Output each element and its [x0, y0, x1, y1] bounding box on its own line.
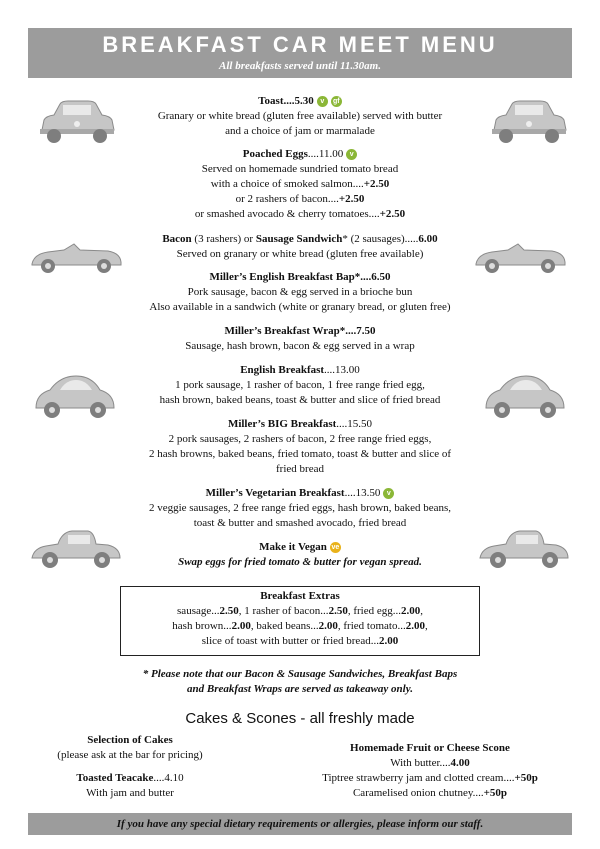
option-price: +2.50 [363, 178, 390, 190]
option-price: +2.50 [338, 193, 365, 205]
item-name: Miller’s English Breakfast Bap* [209, 271, 361, 283]
classic-coupe-illustration [28, 524, 124, 570]
note-line: * Please note that our Bacon & Sausage Sandwiches, Breakfast Baps [142, 668, 458, 680]
item-name: Bacon [162, 233, 192, 245]
item-description: Pork sausage, bacon & egg served in a brioche bun [187, 286, 413, 298]
vegetarian-badge-icon: v [383, 488, 394, 499]
item-description: Sausage, hash brown, bacon & egg served in a wrap [185, 340, 415, 352]
item-name-part: * (2 sausages)..... [342, 233, 419, 245]
menu-item-make-it-vegan [120, 540, 480, 570]
note-line: and Breakfast Wraps are served as takeaway only. [187, 683, 413, 695]
menu-item-toast [120, 94, 480, 139]
item-description: Swap eggs for fried tomato & butter for vegan spread. [178, 556, 422, 568]
scone-option: Caramelised onion chutney.... [352, 787, 484, 799]
extras-item: , 1 rasher of bacon... [238, 605, 329, 617]
scone-price: +50p [514, 772, 538, 784]
extras-price: 2.50 [328, 605, 348, 617]
beetle-car-illustration [30, 370, 120, 422]
item-description: hash brown, baked beans, toast & butter and slice of fried bread [159, 394, 441, 406]
item-description: Granary or white bread (gluten free available) served with butter [157, 110, 443, 122]
vintage-sedan-illustration [488, 96, 570, 146]
option-price: +2.50 [379, 208, 406, 220]
gluten-free-badge-icon: gf [331, 96, 342, 107]
extras-item: , baked beans... [250, 620, 319, 632]
extras-price: 2.00 [318, 620, 338, 632]
item-description: 1 pork sausage, 1 rasher of bacon, 1 free range fried egg, [175, 379, 425, 391]
extras-item: , fried tomato... [337, 620, 406, 632]
item-name: Make it Vegan [259, 541, 327, 553]
extras-price: 2.50 [219, 605, 239, 617]
item-name: Miller’s Breakfast Wrap* [224, 325, 346, 337]
extras-price: 2.00 [231, 620, 251, 632]
item-description: Served on homemade sundried tomato bread [201, 163, 399, 175]
extras-item: slice of toast with butter or fried bread... [201, 635, 379, 647]
extras-item: , fried egg... [347, 605, 401, 617]
item-name: Poached Eggs [242, 148, 308, 160]
vegan-badge-icon: ve [331, 543, 340, 551]
breakfast-extras-box [120, 586, 480, 656]
item-price: ....6.50 [360, 271, 391, 283]
menu-item-english-breakfast [120, 363, 480, 408]
item-description: Served on granary or white bread (gluten free available) [176, 248, 424, 260]
item-price: ....11.00 [307, 148, 344, 160]
item-price: 6.00 [418, 233, 438, 245]
scone-option: With butter.... [390, 757, 451, 769]
item-name: Toast [258, 95, 284, 107]
menu-header [28, 28, 572, 78]
scone-option: Tiptree strawberry jam and clotted cream.... [322, 772, 515, 784]
item-name: Miller’s BIG Breakfast [227, 418, 337, 430]
vintage-sedan-illustration [36, 96, 118, 146]
extras-line [121, 604, 479, 619]
item-description: Also available in a sandwich (white or granary bread, or gluten free) [149, 301, 451, 313]
item-description: 2 veggie sausages, 2 free range fried eggs, hash brown, baked beans, [148, 502, 452, 514]
teacake-price: ....4.10 [153, 772, 184, 784]
extras-price: 2.00 [378, 635, 399, 647]
menu-title: BREAKFAST CAR MEET MENU [102, 32, 498, 57]
item-description: 2 hash browns, baked beans, fried tomato, toast & butter and slice of [148, 448, 452, 460]
menu-item-bap [100, 270, 500, 315]
scone-price: +50p [483, 787, 508, 799]
cakes-left-column [40, 733, 220, 801]
item-description: 2 pork sausages, 2 rashers of bacon, 2 free range fried eggs, [168, 433, 432, 445]
dietary-footer: If you have any special dietary requirements or allergies, please inform our staff. [28, 813, 572, 835]
menu-item-poached-eggs [120, 147, 480, 222]
scones-right-column [300, 741, 560, 801]
cakes-selection-title: Selection of Cakes [87, 734, 173, 746]
item-option: or 2 rashers of bacon.... [235, 193, 339, 205]
takeaway-note [110, 667, 490, 697]
cakes-selection-note: (please ask at the bar for pricing) [57, 749, 203, 761]
item-price: ....15.50 [336, 418, 373, 430]
item-description: fried bread [276, 463, 324, 475]
extras-price: 2.00 [400, 605, 421, 617]
classic-coupe-illustration [476, 524, 572, 570]
item-name-part: (3 rashers) or [191, 233, 256, 245]
scone-price: 4.00 [450, 757, 470, 769]
extras-item: hash brown... [172, 620, 232, 632]
extras-line [121, 619, 479, 634]
menu-subtitle: All breakfasts served until 11.30am. [219, 60, 381, 72]
item-name: Miller’s Vegetarian Breakfast [205, 487, 345, 499]
menu-item-wrap [120, 324, 480, 354]
scone-title: Homemade Fruit or Cheese Scone [350, 742, 510, 754]
item-name: English Breakfast [240, 364, 325, 376]
item-price: ....13.50 [344, 487, 381, 499]
item-description: and a choice of jam or marmalade [225, 125, 375, 137]
extras-item: sausage... [177, 605, 220, 617]
item-name: Sausage Sandwich [255, 233, 343, 245]
item-description: toast & butter and smashed avocado, fried bread [193, 517, 407, 529]
item-price: ....13.00 [324, 364, 360, 376]
item-option: with a choice of smoked salmon.... [210, 178, 364, 190]
item-price: ....7.50 [345, 325, 376, 337]
teacake-name: Toasted Teacake [76, 772, 154, 784]
extras-title: Breakfast Extras [260, 590, 340, 602]
item-option: or smashed avocado & cherry tomatoes.... [194, 208, 380, 220]
cakes-section-title: Cakes & Scones - all freshly made [185, 710, 415, 727]
extras-separator: , [420, 605, 423, 617]
beetle-car-illustration [480, 370, 570, 422]
extras-line [121, 634, 479, 649]
item-price: ....5.30 [283, 95, 314, 107]
menu-item-sandwich [120, 232, 480, 262]
extras-separator: , [424, 620, 428, 632]
vegetarian-badge-icon: v [317, 96, 328, 107]
teacake-note: With jam and butter [86, 787, 174, 799]
menu-item-big-breakfast [120, 417, 480, 477]
menu-item-vegetarian-breakfast [120, 486, 480, 531]
vegetarian-badge-icon: v [346, 149, 357, 160]
extras-price: 2.00 [405, 620, 425, 632]
